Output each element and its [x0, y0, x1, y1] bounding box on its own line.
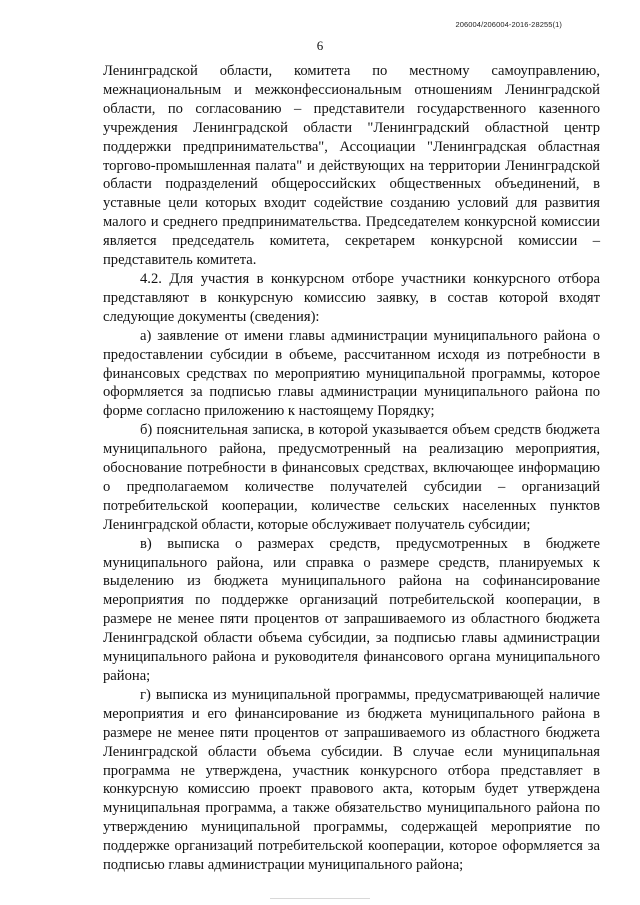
paragraph-item-a: а) заявление от имени главы администрации муниципального района о предоставлении субсидии в объеме, рассчитанном исходя из потребности в финансовых средствах по мероприятию муниципальной программы, которое оформляется за подписью главы администрации муниципального района по форме согласно приложению к настоящему Порядку;	[103, 327, 600, 420]
paragraph-item-v: в) выписка о размерах средств, предусмотренных в бюджете муниципального района, или справка о размере средств, планируемых к выделению из бюджета муниципального района на софинансирование мероприятия по поддержке организаций потребительской кооперации, в размере не менее пяти процентов от запрашиваемого из областного бюджета Ленинградской области объема субсидии, за подписью главы администрации муниципального района и руководителя финансового органа муниципального района;	[103, 535, 600, 684]
document-body	[103, 62, 600, 875]
paragraph-item-g: г) выписка из муниципальной программы, предусматривающей наличие мероприятия и его финансирование из бюджета муниципального района в размере не менее пяти процентов от запрашиваемого из областного бюджета Ленинградской области объема субсидии. В случае если муниципальная программа не утверждена, участник конкурсного отбора представляет в конкурсную комиссию проект правового акта, которым будет утверждена муниципальная программа, а также обязательство муниципального района по утверждению муниципальной программы, содержащей мероприятие по поддержке организаций потребительской кооперации, которое оформляется за подписью главы администрации муниципального района;	[103, 686, 600, 874]
document-id: 206004/206004-2016-28255(1)	[455, 20, 562, 29]
page-number: 6	[316, 38, 324, 53]
paragraph-item-b: б) пояснительная записка, в которой указывается объем средств бюджета муниципального района, предусмотренный на реализацию мероприятия, обоснование потребности в финансовых средствах, включающее информацию о предполагаемом количестве получателей субсидии – организаций потребительской кооперации, количестве сельских населенных пунктов Ленинградской области, которые обслуживает получатель субсидии;	[103, 422, 600, 533]
paragraph-commission-composition: Ленинградской области, комитета по местному самоуправлению, межнациональным и межконфессиональным отношениям Ленинградской области, по согласованию – представители государственного казенного учреждения Ленинградской области "Ленинградский областной центр поддержки предпринимательства", Ассоциации "Ленинградская областная торгово-промышленная палата" и действующих на территории Ленинградской области подразделений общероссийских общественных объединений, в уставные цели которых входит содействие созданию условий для развития малого и среднего предпринимательства. Председателем конкурсной комиссии является председатель комитета, секретарем конкурсной комиссии – представитель комитета.	[103, 63, 600, 269]
paragraph-4-2: 4.2. Для участия в конкурсном отборе участники конкурсного отбора представляют в конкурсную комиссию заявку, в состав которой входят следующие документы (сведения):	[103, 270, 600, 325]
scan-artifact-line	[270, 898, 370, 899]
